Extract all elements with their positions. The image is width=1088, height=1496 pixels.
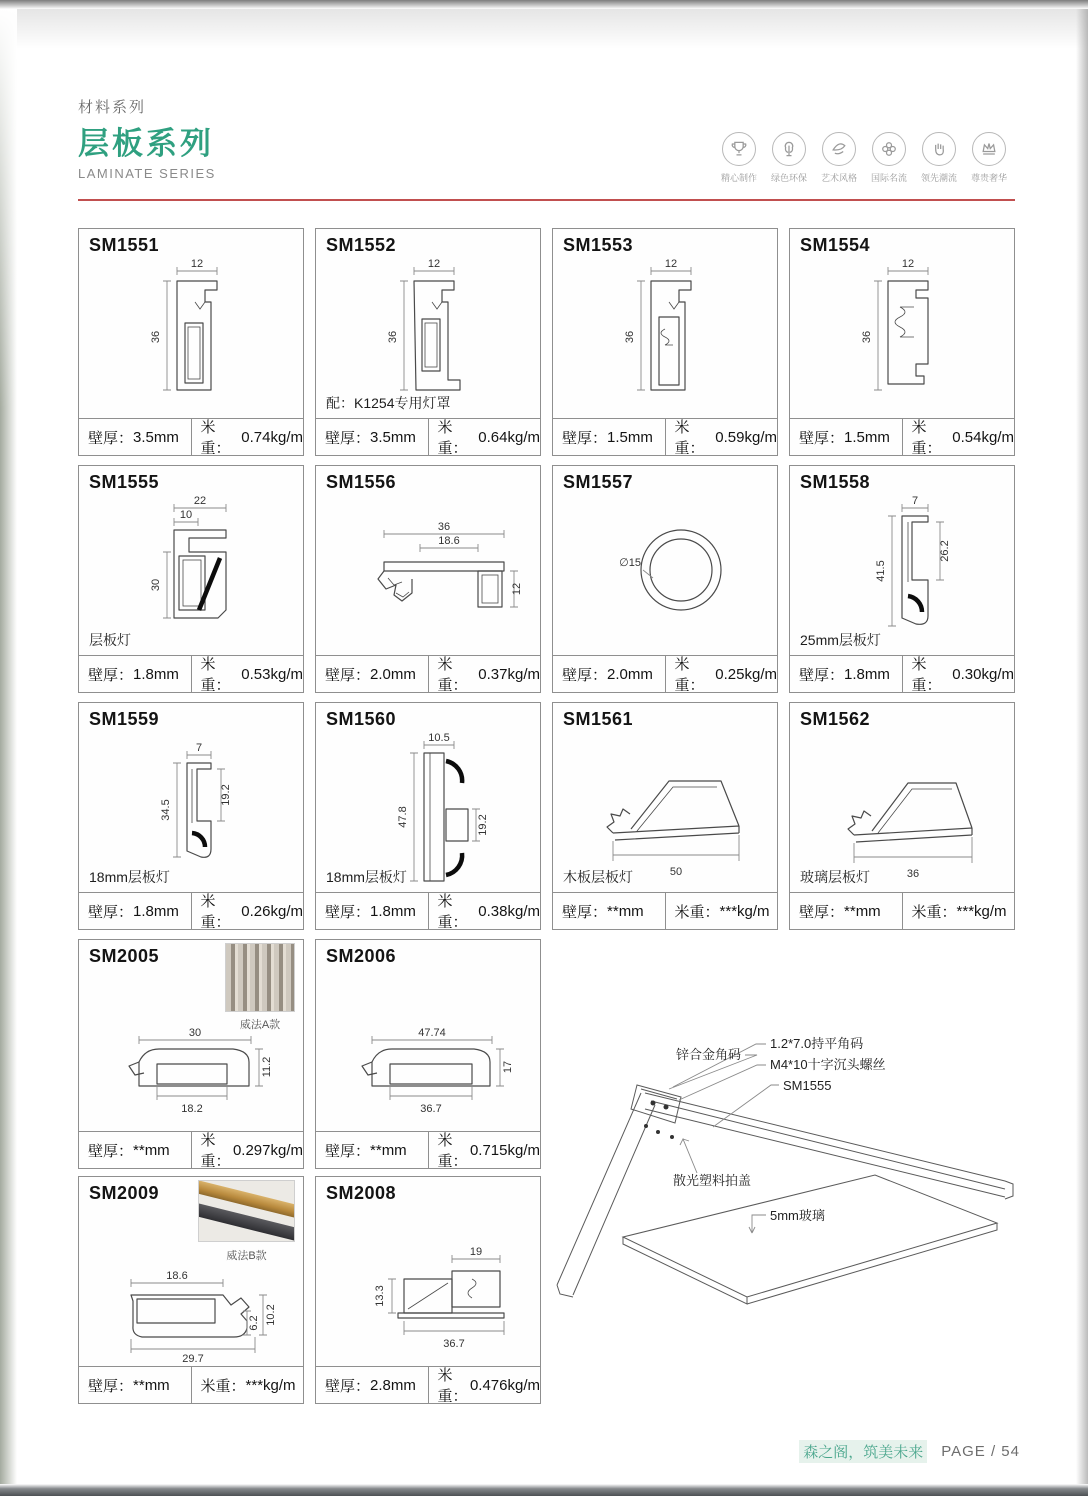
product-note: 木板层板灯 (563, 869, 633, 885)
svg-text:50: 50 (669, 866, 683, 878)
product-code: SM1554 (800, 235, 871, 255)
product-note: 层板灯 (89, 632, 131, 648)
label-corner-code: 锌合金角码 (675, 1047, 741, 1062)
product-code: SM1557 (563, 472, 634, 492)
svg-text:13.3: 13.3 (374, 1285, 386, 1307)
page-edge-top (0, 0, 1088, 9)
svg-text:18.6: 18.6 (438, 535, 460, 547)
badge-eco (772, 132, 806, 184)
wall-thickness: 壁厚： 2.8mm (325, 1376, 416, 1395)
wall-thickness: 壁厚： 2.0mm (562, 665, 653, 684)
product-card-sm1552 (315, 228, 541, 456)
product-code: SM1558 (800, 472, 871, 492)
badge-label: 绿色环保 (771, 173, 808, 183)
product-card-sm1553 (552, 228, 778, 456)
spec-bar (790, 655, 1014, 692)
spec-bar (316, 655, 540, 692)
profile-shape (861, 258, 928, 390)
product-card-sm1555 (78, 465, 304, 693)
product-note: 18mm层板灯 (326, 869, 407, 885)
profile-shape (387, 258, 460, 390)
wall-thickness: 壁厚： **mm (88, 1141, 170, 1160)
product-code: SM1553 (563, 235, 634, 255)
product-code: SM1562 (800, 709, 871, 729)
spec-bar (79, 655, 303, 692)
svg-text:10.5: 10.5 (428, 732, 450, 744)
svg-text:36: 36 (387, 330, 399, 344)
product-card-sm1554 (789, 228, 1015, 456)
tree-icon (772, 132, 806, 166)
svg-text:36.7: 36.7 (443, 1338, 465, 1350)
svg-text:18.6: 18.6 (166, 1270, 188, 1282)
badge-label: 国际名流 (871, 173, 908, 183)
photo-caption: 威法A款 (239, 1019, 281, 1031)
meter-weight: 米重： 0.38kg/m (428, 893, 541, 929)
meter-weight: 米重： 0.37kg/m (428, 656, 541, 692)
meter-weight: 米重： ***kg/m (902, 893, 1015, 929)
svg-text:11.2: 11.2 (261, 1056, 273, 1078)
product-card-sm2006 (315, 939, 541, 1169)
product-card-sm2009 (78, 1176, 304, 1404)
wall-thickness: 壁厚： 1.8mm (88, 902, 179, 921)
svg-text:∅15: ∅15 (619, 557, 641, 569)
product-card-sm1562 (789, 702, 1015, 930)
badge-fame (872, 132, 906, 184)
profile-shape (607, 781, 739, 878)
svg-text:6.2: 6.2 (248, 1315, 260, 1331)
product-note: 玻璃层板灯 (800, 869, 870, 885)
meter-weight: 米重： 0.59kg/m (665, 419, 778, 455)
profile-shape (362, 1027, 514, 1115)
product-note: 18mm层板灯 (89, 869, 170, 885)
profile-shape (624, 258, 691, 390)
badge-luxury (972, 132, 1006, 184)
svg-text:7: 7 (911, 495, 919, 507)
spec-bar (79, 1366, 303, 1403)
wall-thickness: 壁厚： **mm (325, 1141, 407, 1160)
product-card-sm1551 (78, 228, 304, 456)
page-edge-top-fade (0, 9, 1088, 49)
badge-label: 尊贵奢华 (971, 173, 1008, 183)
svg-text:19: 19 (469, 1246, 483, 1258)
spec-bar (553, 418, 777, 455)
meter-weight: 米重： 0.53kg/m (191, 656, 304, 692)
meter-weight: 米重： 0.74kg/m (191, 419, 304, 455)
page-subtitle: LAMINATE SERIES (78, 166, 216, 181)
meter-weight: 米重： ***kg/m (191, 1367, 304, 1403)
svg-text:12: 12 (511, 582, 523, 596)
product-code: SM2009 (89, 1183, 160, 1203)
product-code: SM1559 (89, 709, 160, 729)
crown-icon (972, 132, 1006, 166)
svg-text:12: 12 (901, 258, 915, 270)
profile-shape (150, 495, 226, 618)
quality-badges (722, 132, 1006, 184)
svg-text:12: 12 (664, 258, 678, 270)
product-card-sm1561 (552, 702, 778, 930)
svg-text:30: 30 (188, 1027, 202, 1039)
meter-weight: 米重： 0.25kg/m (665, 656, 778, 692)
svg-text:29.7: 29.7 (182, 1353, 204, 1363)
label-glass: 5mm玻璃 (770, 1208, 825, 1223)
wall-thickness: 壁厚： 1.8mm (88, 665, 179, 684)
wall-thickness: 壁厚： 1.5mm (562, 428, 653, 447)
spec-bar (316, 1131, 540, 1168)
svg-text:10: 10 (179, 509, 193, 521)
svg-text:19.2: 19.2 (477, 814, 489, 836)
profile-drawing (79, 1203, 303, 1363)
svg-text:17: 17 (502, 1060, 514, 1074)
profile-shape (378, 521, 523, 607)
spec-bar (79, 1131, 303, 1168)
spec-bar (316, 892, 540, 929)
spec-bar (79, 418, 303, 455)
svg-text:36: 36 (437, 521, 451, 533)
page-edge-left-fade (0, 9, 17, 409)
profile-drawing (790, 255, 1014, 415)
profile-drawing (553, 255, 777, 415)
spec-bar (790, 418, 1014, 455)
product-code: SM1552 (326, 235, 397, 255)
product-card-sm1558 (789, 465, 1015, 693)
product-code: SM1556 (326, 472, 397, 492)
product-code: SM1561 (563, 709, 634, 729)
label-diffuser: 散光塑料拍盖 (673, 1173, 752, 1188)
product-code: SM1551 (89, 235, 160, 255)
meter-weight: 米重： 0.30kg/m (902, 656, 1015, 692)
meter-weight: 米重： ***kg/m (665, 893, 778, 929)
meter-weight: 米重： 0.64kg/m (428, 419, 541, 455)
brand-slogan: 森之阁，筑美未来 (799, 1440, 927, 1463)
svg-text:10.2: 10.2 (265, 1304, 277, 1326)
profile-shape (397, 732, 489, 881)
svg-text:36: 36 (624, 330, 636, 344)
meter-weight: 米重： 0.297kg/m (191, 1132, 304, 1168)
wall-thickness: 壁厚： 3.5mm (88, 428, 179, 447)
badge-label: 艺术风格 (821, 173, 858, 183)
profile-shape (875, 495, 951, 626)
product-code: SM2006 (326, 946, 397, 966)
spec-bar (553, 892, 777, 929)
badge-craft (722, 132, 756, 184)
profile-shape (129, 1027, 273, 1115)
dove-icon (822, 132, 856, 166)
badge-label: 精心制作 (721, 173, 758, 183)
profile-drawing (316, 255, 540, 415)
profile-drawing (79, 255, 303, 415)
page-title: 层板系列 (78, 126, 214, 161)
assembly-diagram (545, 935, 1023, 1410)
wall-thickness: 壁厚： **mm (562, 902, 644, 921)
product-code: SM1555 (89, 472, 160, 492)
product-card-sm2005 (78, 939, 304, 1169)
meter-weight: 米重： 0.26kg/m (191, 893, 304, 929)
svg-text:12: 12 (427, 258, 441, 270)
badge-label: 领先潮流 (921, 173, 958, 183)
page-edge-bottom (0, 1484, 1088, 1496)
profile-drawing (790, 492, 1014, 652)
svg-text:12: 12 (190, 258, 204, 270)
svg-text:36: 36 (861, 330, 873, 344)
svg-text:47.74: 47.74 (418, 1027, 446, 1039)
product-note: 25mm层板灯 (800, 632, 881, 648)
product-card-sm2008 (315, 1176, 541, 1404)
profile-drawing (553, 492, 777, 652)
profile-drawing (553, 729, 777, 889)
wall-thickness: 壁厚： 1.8mm (799, 665, 890, 684)
profile-drawing (316, 966, 540, 1126)
flower-icon (872, 132, 906, 166)
product-card-sm1560 (315, 702, 541, 930)
profile-drawing (316, 492, 540, 652)
series-eyebrow: 材料系列 (78, 99, 147, 116)
svg-text:41.5: 41.5 (875, 560, 887, 582)
svg-text:47.8: 47.8 (397, 806, 409, 828)
spec-bar (790, 892, 1014, 929)
badge-trend (922, 132, 956, 184)
meter-weight: 米重： 0.715kg/m (428, 1132, 541, 1168)
badge-art (822, 132, 856, 184)
hand-icon (922, 132, 956, 166)
product-card-sm1559 (78, 702, 304, 930)
spec-bar (79, 892, 303, 929)
profile-shape (131, 1270, 277, 1363)
page-edge-right (1076, 9, 1088, 1484)
spec-bar (553, 655, 777, 692)
svg-text:26.2: 26.2 (939, 540, 951, 562)
wall-thickness: 壁厚： 2.0mm (325, 665, 416, 684)
wall-thickness: 壁厚： **mm (799, 902, 881, 921)
svg-text:7: 7 (195, 742, 203, 754)
svg-text:36.7: 36.7 (420, 1103, 442, 1115)
product-card-sm1557 (552, 465, 778, 693)
profile-drawing (79, 966, 303, 1126)
svg-text:18.2: 18.2 (181, 1103, 203, 1115)
profile-shape (374, 1246, 504, 1350)
svg-text:36: 36 (906, 868, 920, 880)
wall-thickness: 壁厚： 1.8mm (325, 902, 416, 921)
profile-shape (150, 258, 217, 390)
profile-drawing (316, 729, 540, 889)
product-card-sm1556 (315, 465, 541, 693)
wall-thickness: 壁厚： 1.5mm (799, 428, 890, 447)
profile-drawing (316, 1203, 540, 1363)
svg-text:22: 22 (193, 495, 207, 507)
svg-text:19.2: 19.2 (220, 784, 232, 806)
profile-drawing (790, 729, 1014, 889)
label-screw: M4*10十字沉头螺丝 (770, 1057, 886, 1072)
spec-bar (316, 418, 540, 455)
product-code: SM1560 (326, 709, 397, 729)
product-note: 配：K1254专用灯罩 (326, 395, 451, 411)
red-divider (78, 199, 1015, 201)
svg-text:30: 30 (150, 578, 162, 592)
profile-drawing (79, 729, 303, 889)
profile-drawing (79, 492, 303, 652)
wall-thickness: 壁厚： 3.5mm (325, 428, 416, 447)
profile-shape (160, 742, 232, 857)
product-code: SM2005 (89, 946, 160, 966)
product-code: SM2008 (326, 1183, 397, 1203)
page-number: PAGE / 54 (941, 1443, 1020, 1460)
page-footer (799, 1440, 1020, 1463)
label-flat-bracket: 1.2*7.0持平角码 (770, 1036, 864, 1051)
wall-thickness: 壁厚： **mm (88, 1376, 170, 1395)
profile-shape (619, 530, 721, 610)
meter-weight: 米重： 0.476kg/m (428, 1367, 541, 1403)
photo-caption: 威法B款 (226, 1250, 267, 1262)
svg-text:34.5: 34.5 (160, 799, 172, 821)
svg-text:36: 36 (150, 330, 162, 344)
trophy-icon (722, 132, 756, 166)
profile-shape (848, 783, 972, 880)
meter-weight: 米重： 0.54kg/m (902, 419, 1015, 455)
spec-bar (316, 1366, 540, 1403)
label-profile-ref: SM1555 (783, 1078, 832, 1093)
